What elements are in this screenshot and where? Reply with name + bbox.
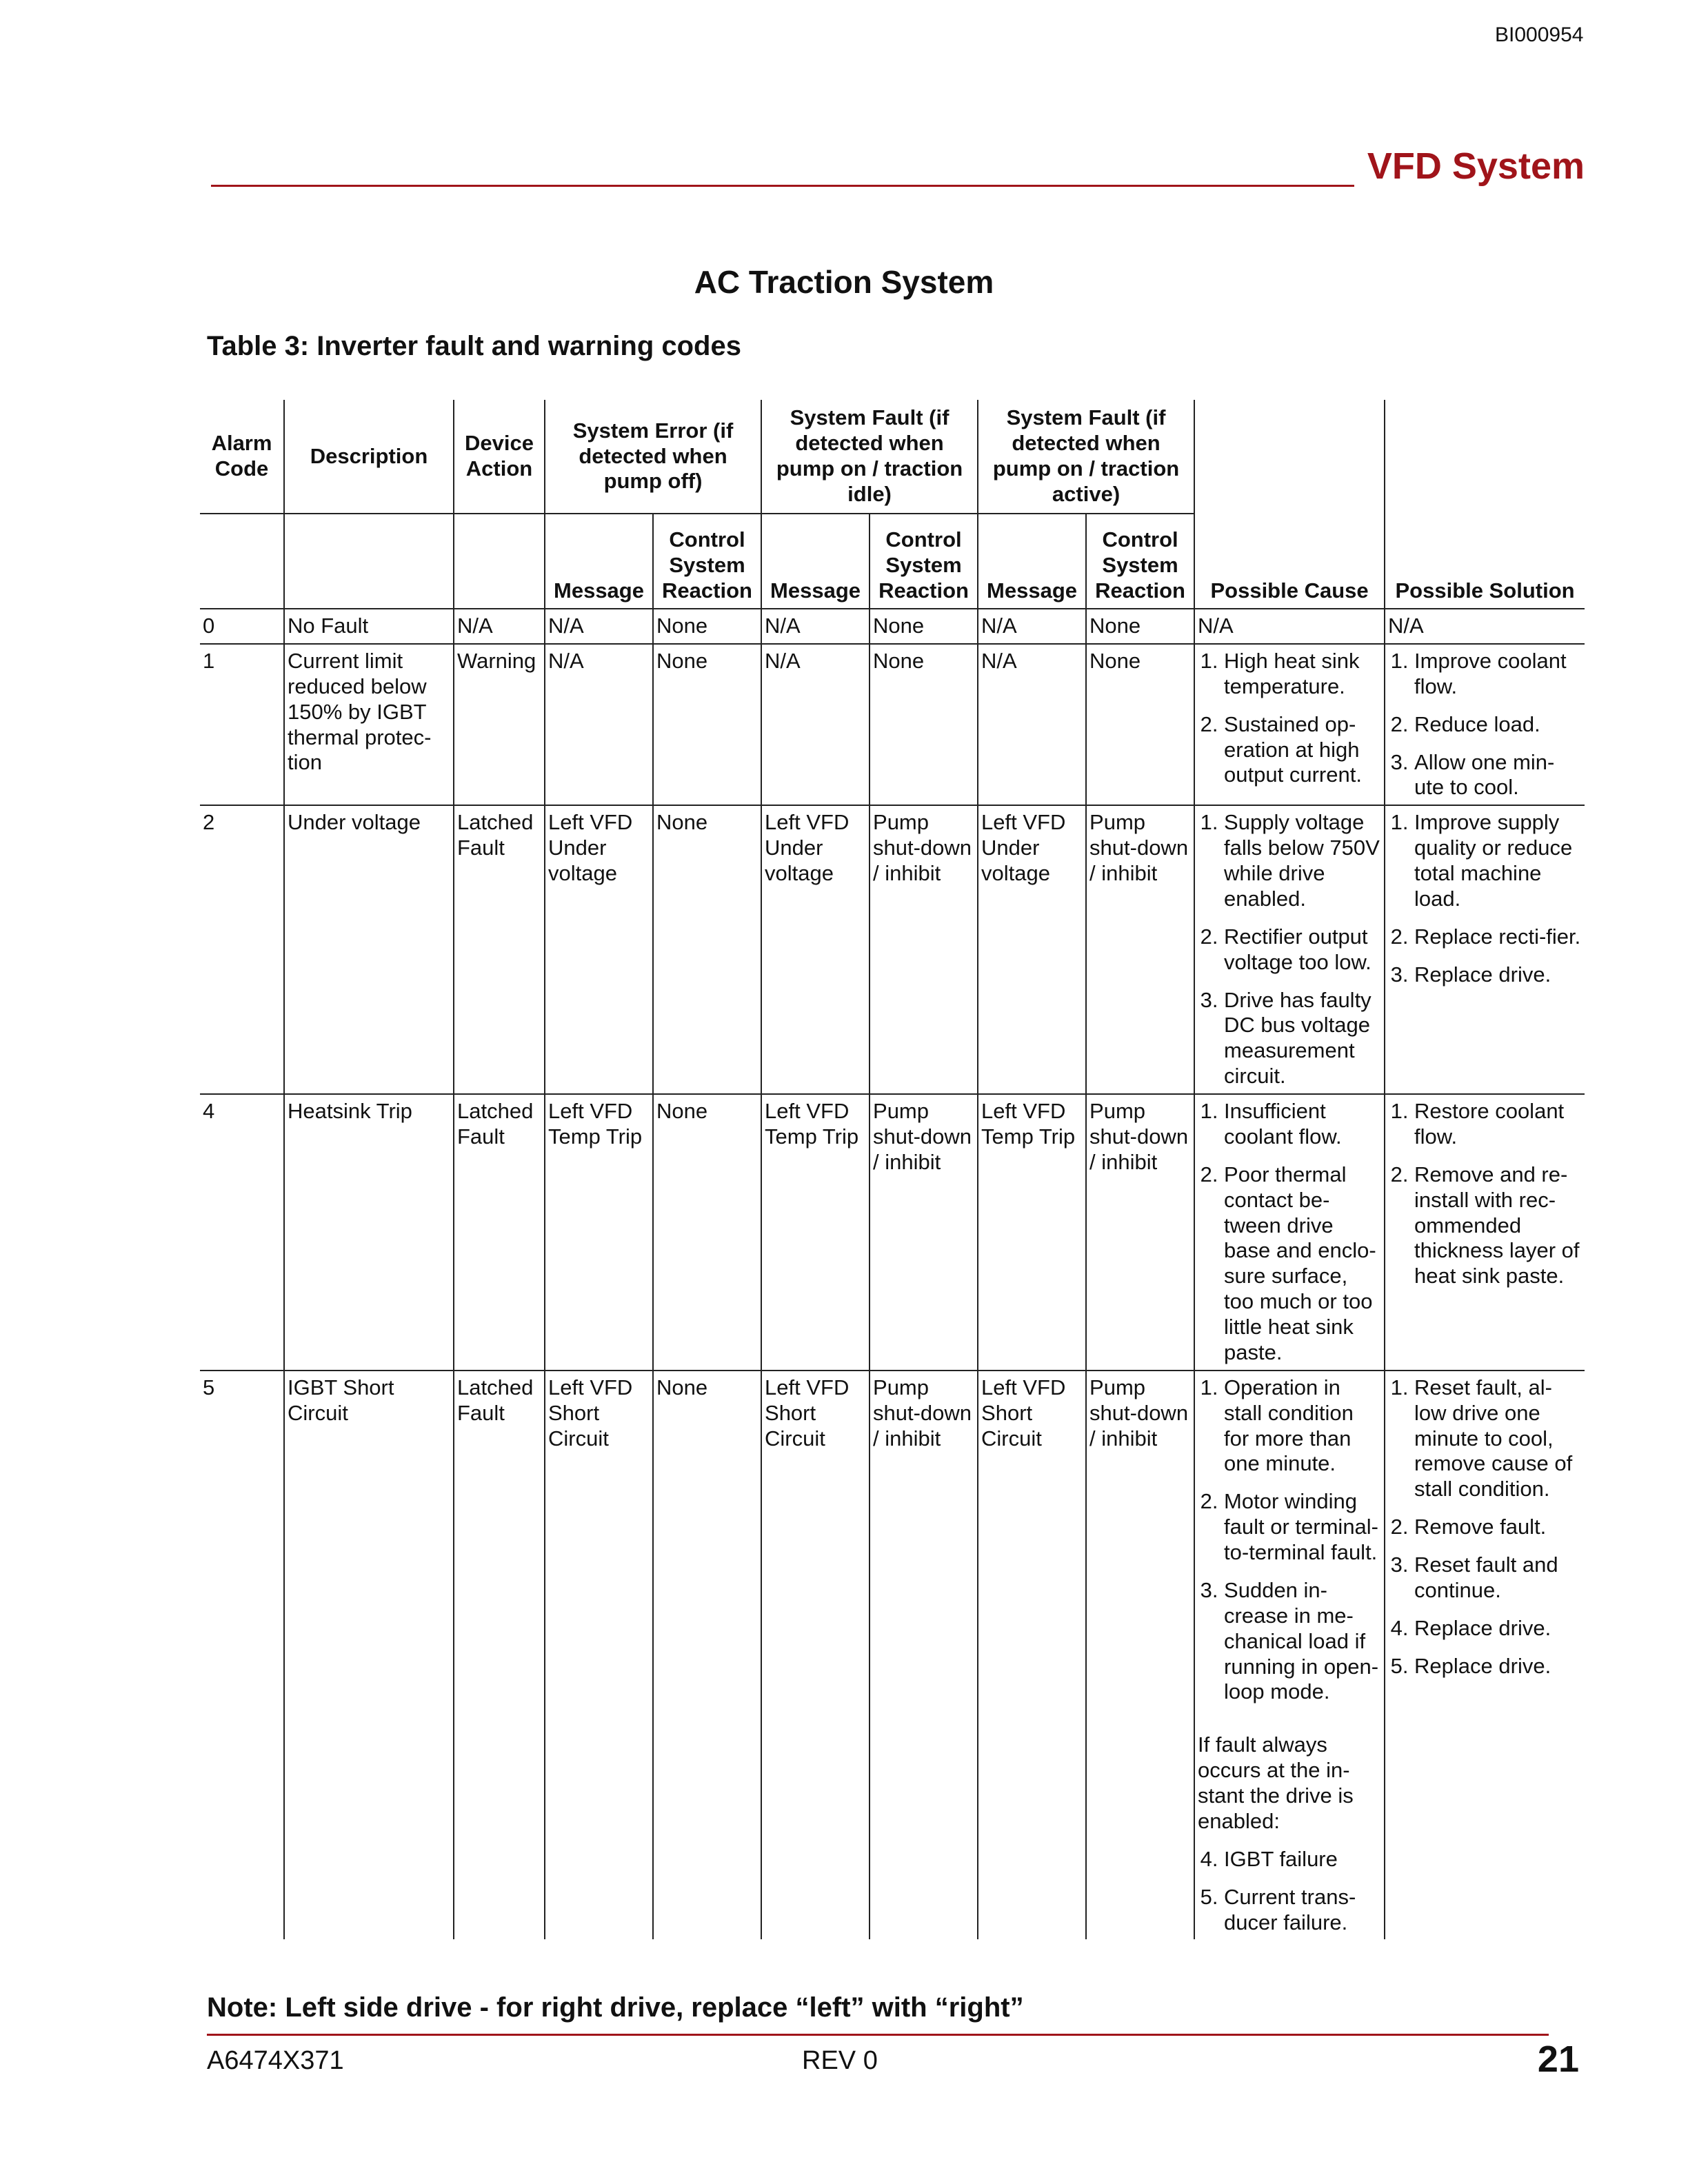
- solution-item: 1. Improve supply quality or reduce total machine load.: [1414, 810, 1582, 912]
- traction-active-message: Left VFD Short Circuit: [978, 1371, 1086, 1940]
- header-alarm-code: Alarm Code: [211, 431, 272, 481]
- pump-off-reaction: None: [653, 644, 761, 805]
- device-action: Latched Fault: [454, 805, 545, 1094]
- traction-idle-message: Left VFD Temp Trip: [761, 1094, 870, 1371]
- possible-cause: [1194, 805, 1385, 1094]
- alarm-code: 0: [200, 609, 284, 644]
- header-possible-solution: Possible Solution: [1385, 514, 1585, 609]
- solution-item: 1. Reset fault, al-low drive one minute to cool, remove cause of stall condition.: [1414, 1375, 1582, 1502]
- subheader-blank: [284, 514, 454, 609]
- page-number: 21: [1537, 2039, 1579, 2080]
- solution-item: 1. Improve coolant flow.: [1414, 649, 1582, 700]
- subheader-message: Message: [761, 514, 870, 609]
- subheader-message: Message: [978, 514, 1086, 609]
- traction-active-reaction: None: [1086, 644, 1194, 805]
- alarm-code: 1: [200, 644, 284, 805]
- subheader-blank: [200, 514, 284, 609]
- cause-item: 1. Supply voltage falls below 750V while drive enabled.: [1224, 810, 1381, 912]
- pump-off-message: N/A: [545, 609, 653, 644]
- cause-item: 2. Poor thermal contact be-tween drive base and enclo-sure surface, too much or too little heat sink paste.: [1224, 1162, 1381, 1366]
- pump-off-message: Left VFD Under voltage: [545, 805, 653, 1094]
- table-row: [200, 1371, 1585, 1940]
- traction-idle-reaction: Pump shut-down / inhibit: [870, 1371, 978, 1940]
- header-device-action: Device Action: [454, 400, 545, 514]
- traction-active-reaction: Pump shut-down / inhibit: [1086, 805, 1194, 1094]
- solution-item: 3. Reset fault and continue.: [1414, 1553, 1582, 1604]
- description: Heatsink Trip: [284, 1094, 454, 1371]
- subheader-control-system-reaction: Control System Reaction: [870, 514, 978, 609]
- table-row: [200, 644, 1585, 805]
- header-system-error-pump-off: System Error (if detected when pump off): [545, 400, 761, 514]
- traction-idle-reaction: None: [870, 609, 978, 644]
- header-blank-cause: [1194, 400, 1385, 514]
- header-system-fault-traction-idle: System Fault (if detected when pump on / traction idle): [761, 400, 978, 514]
- section-title: VFD System: [1367, 145, 1585, 187]
- solution-item: 1. Restore coolant flow.: [1414, 1099, 1582, 1150]
- header-system-fault-traction-active: System Fault (if detected when pump on / traction active): [978, 400, 1194, 514]
- alarm-code: 4: [200, 1094, 284, 1371]
- traction-idle-reaction: None: [870, 644, 978, 805]
- possible-cause: [1194, 1371, 1385, 1940]
- table-subheader-row: [200, 514, 1585, 609]
- possible-solution: [1385, 644, 1585, 805]
- pump-off-reaction: None: [653, 805, 761, 1094]
- traction-idle-message: Left VFD Short Circuit: [761, 1371, 870, 1940]
- solution-item: 2. Replace recti-fier.: [1414, 924, 1582, 950]
- traction-active-reaction: None: [1086, 609, 1194, 644]
- traction-active-message: N/A: [978, 644, 1086, 805]
- subheader-control-system-reaction: Control System Reaction: [1086, 514, 1194, 609]
- header-blank-solution: [1385, 400, 1585, 514]
- traction-active-message: N/A: [978, 609, 1086, 644]
- pump-off-message: Left VFD Short Circuit: [545, 1371, 653, 1940]
- header-possible-cause: Possible Cause: [1194, 514, 1385, 609]
- description: No Fault: [284, 609, 454, 644]
- possible-cause: [1194, 1094, 1385, 1371]
- solution-item: 2. Remove fault.: [1414, 1515, 1582, 1540]
- traction-active-message: Left VFD Under voltage: [978, 805, 1086, 1094]
- possible-solution: [1385, 1094, 1585, 1371]
- table-row: [200, 609, 1585, 644]
- traction-idle-reaction: Pump shut-down / inhibit: [870, 1094, 978, 1371]
- cause-item: 1. Operation in stall condition for more than one minute.: [1224, 1375, 1381, 1477]
- cause-item: 1. High heat sink temperature.: [1224, 649, 1381, 700]
- cause-note: If fault always occurs at the in-stant the drive is enabled:: [1198, 1732, 1354, 1833]
- pump-off-reaction: None: [653, 609, 761, 644]
- table-row: [200, 805, 1585, 1094]
- solution-item: 3. Replace drive.: [1414, 962, 1582, 988]
- traction-active-reaction: Pump shut-down / inhibit: [1086, 1094, 1194, 1371]
- traction-active-message: Left VFD Temp Trip: [978, 1094, 1086, 1371]
- pump-off-reaction: None: [653, 1371, 761, 1940]
- cause-item: 2. Sustained op-eration at high output current.: [1224, 712, 1381, 789]
- footer-revision: REV 0: [802, 2046, 878, 2075]
- device-action: N/A: [454, 609, 545, 644]
- solution-item: 4. Replace drive.: [1414, 1616, 1582, 1641]
- traction-idle-message: Left VFD Under voltage: [761, 805, 870, 1094]
- description: Under voltage: [284, 805, 454, 1094]
- document-id: BI000954: [1495, 23, 1584, 46]
- table-header-row: [200, 400, 1585, 514]
- table-note: Note: Left side drive - for right drive, replace “left” with “right”: [207, 1992, 1024, 2023]
- subheader-message: Message: [545, 514, 653, 609]
- pump-off-reaction: None: [653, 1094, 761, 1371]
- description: Current limit reduced below 150% by IGBT thermal protec-tion: [284, 644, 454, 805]
- traction-idle-reaction: Pump shut-down / inhibit: [870, 805, 978, 1094]
- solution-item: 2. Remove and re-install with rec-ommended thickness layer of heat sink paste.: [1414, 1162, 1582, 1289]
- device-action: Warning: [454, 644, 545, 805]
- solution-item: 5. Replace drive.: [1414, 1654, 1582, 1679]
- possible-solution: [1385, 1371, 1585, 1940]
- page-heading: AC Traction System: [694, 264, 994, 300]
- table-row: [200, 1094, 1585, 1371]
- description: IGBT Short Circuit: [284, 1371, 454, 1940]
- cause-item: 2. Motor winding fault or terminal-to-terminal fault.: [1224, 1489, 1381, 1566]
- alarm-code: 2: [200, 805, 284, 1094]
- cause-item: 3. Drive has faulty DC bus voltage measurement circuit.: [1224, 988, 1381, 1090]
- cause-item: 5. Current trans-ducer failure.: [1224, 1885, 1381, 1936]
- solution-item: 3. Allow one min-ute to cool.: [1414, 750, 1582, 801]
- device-action: Latched Fault: [454, 1371, 545, 1940]
- cause-item: 1. Insufficient coolant flow.: [1224, 1099, 1381, 1150]
- footer-rule: [207, 2034, 1549, 2036]
- cause-item: 2. Rectifier output voltage too low.: [1224, 924, 1381, 975]
- pump-off-message: N/A: [545, 644, 653, 805]
- section-header-rule: [211, 185, 1354, 187]
- subheader-blank: [454, 514, 545, 609]
- footer-doc-number: A6474X371: [207, 2046, 344, 2075]
- possible-cause: [1194, 644, 1385, 805]
- traction-active-reaction: Pump shut-down / inhibit: [1086, 1371, 1194, 1940]
- table-caption: Table 3: Inverter fault and warning codes: [207, 331, 741, 361]
- header-description: Description: [284, 400, 454, 514]
- traction-idle-message: N/A: [761, 644, 870, 805]
- cause-item: 4. IGBT failure: [1224, 1847, 1381, 1872]
- possible-solution: [1385, 805, 1585, 1094]
- alarm-code: 5: [200, 1371, 284, 1940]
- possible-cause: N/A: [1194, 609, 1385, 644]
- cause-item: 3. Sudden in-crease in me-chanical load if running in open-loop mode.: [1224, 1578, 1381, 1705]
- pump-off-message: Left VFD Temp Trip: [545, 1094, 653, 1371]
- possible-solution: N/A: [1385, 609, 1585, 644]
- solution-item: 2. Reduce load.: [1414, 712, 1582, 738]
- subheader-control-system-reaction: Control System Reaction: [653, 514, 761, 609]
- traction-idle-message: N/A: [761, 609, 870, 644]
- fault-codes-table: [200, 400, 1585, 1939]
- device-action: Latched Fault: [454, 1094, 545, 1371]
